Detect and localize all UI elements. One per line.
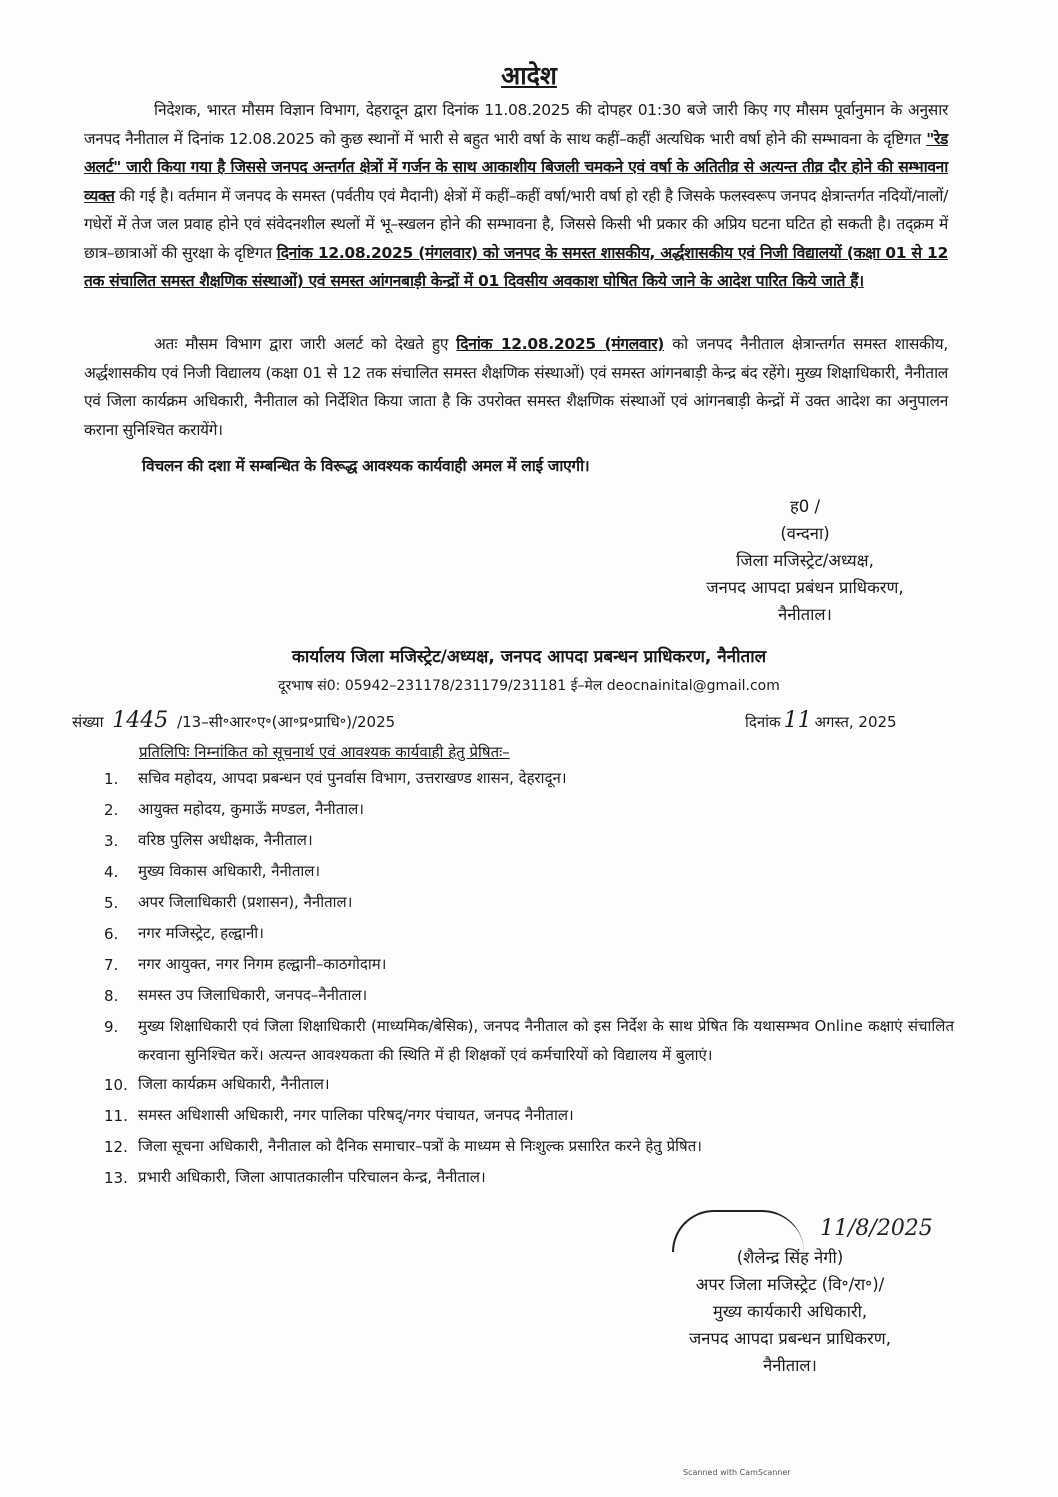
list-item: 8. समस्त उप जिलाधिकारी, जनपद–नैनीताल।: [104, 986, 368, 1005]
signature-block-adm: (शैलेन्द्र सिंह नेगी) अपर जिला मजिस्ट्रेट (वि॰/रा॰)/ मुख्य कार्यकारी अधिकारी, जनपद आपदा प्रबन्धन प्राधिकरण, नैनीताल।: [689, 1248, 891, 1375]
list-item: 11. समस्त अधिशासी अधिकारी, नगर पालिका परिषद्/नगर पंचायत, जनपद नैनीताल।: [104, 1106, 574, 1125]
list-item: 9. मुख्य शिक्षाधिकारी एवं जिला शिक्षाधिकारी (माध्यमिक/बेसिक), जनपद नैनीताल को इस निर्देश के साथ प्रेषित कि यथासम्भव Online कक्षाएं संचालित करवाना सुनिश्चित करें। अत्यन्त आवश्यकता की स्थिति में ही शिक्षकों एवं कर्मचारियों को विद्यालय में बुलाएं।: [104, 1017, 954, 1064]
list-item: 2. आयुक्त महोदय, कुमाऊँ मण्डल, नैनीताल।: [104, 800, 364, 819]
reference-number: संख्या 1445 /13–सी॰आर॰ए॰(आ॰प्र॰प्राधि॰)/2025: [72, 708, 396, 733]
list-item: 12. जिला सूचना अधिकारी, नैनीताल को दैनिक समाचार–पत्रों के माध्यम से निःशुल्क प्रसारित करने हेतु प्रेषित।: [104, 1137, 702, 1156]
order-paragraph-2: अतः मौसम विभाग द्वारा जारी अलर्ट को देखते हुए दिनांक 12.08.2025 (मंगलवार) को जनपद नैनीताल क्षेत्रान्तर्गत समस्त शासकीय, अर्द्धशासकीय एवं निजी विद्यालय (कक्षा 01 से 12 तक संचालित समस्त शैक्षणिक संस्थाओं) एवं समस्त आंगनबाड़ी केन्द्र बंद रहेंगे। मुख्य शिक्षाधिकारी, नैनीताल एवं जिला कार्यक्रम अधिकारी, नैनीताल को निर्देशित किया जाता है कि उपरोक्त समस्त शैक्षणिक संस्थाओं एवं आंगनबाड़ी केन्द्रों में उक्त आदेश का अनुपालन कराना सुनिश्चित करायेंगे।: [84, 335, 948, 439]
order-paragraph-3: विचलन की दशा में सम्बन्धित के विरूद्ध आवश्यक कार्यवाही अमल में लाई जाएगी।: [142, 457, 590, 475]
office-contact: दूरभाष सं0: 05942–231178/231179/231181 ई–मेल deocnainital@gmail.com: [278, 678, 780, 694]
closure-date: दिनांक 12.08.2025 (मंगलवार): [456, 335, 665, 353]
list-item: 3. वरिष्ठ पुलिस अधीक्षक, नैनीताल।: [104, 831, 313, 850]
office-heading: कार्यालय जिला मजिस्ट्रेट/अध्यक्ष, जनपद आपदा प्रबन्धन प्राधिकरण, नैनीताल: [291, 647, 767, 667]
document-title: आदेश: [501, 61, 557, 90]
list-item: 10. जिला कार्यक्रम अधिकारी, नैनीताल।: [104, 1075, 330, 1094]
signature-block-dm: ह0 / (वन्दना) जिला मजिस्ट्रेट/अध्यक्ष, जनपद आपदा प्रबंधन प्राधिकरण, नैनीताल।: [706, 497, 904, 624]
list-item: 7. नगर आयुक्त, नगर निगम हल्द्वानी–काठगोदाम।: [104, 955, 387, 974]
list-item: 13. प्रभारी अधिकारी, जिला आपातकालीन परिचालन केन्द्र, नैनीताल।: [104, 1168, 486, 1187]
scanner-watermark: Scanned with CamScanner: [683, 1468, 791, 1477]
list-item: 5. अपर जिलाधिकारी (प्रशासन), नैनीताल।: [104, 893, 353, 912]
reference-date: दिनांक 11 अगस्त, 2025: [745, 708, 897, 733]
list-item: 4. मुख्य विकास अधिकारी, नैनीताल।: [104, 862, 321, 881]
list-item: 6. नगर मजिस्ट्रेट, हल्द्वानी।: [104, 924, 264, 943]
red-alert-statement: "रेड अलर्ट" जारी किया गया है जिससे जनपद अन्तर्गत क्षेत्रों में गर्जन के साथ आकाशीय बिजली चमकने एवं वर्षा के अतितीव्र से अत्यन्त तीव्र दौर होने की सम्भावना व्यक्त: [84, 129, 948, 205]
list-item: 1. सचिव महोदय, आपदा प्रबन्धन एवं पुनर्वास विभाग, उत्तराखण्ड शासन, देहरादून।: [104, 769, 567, 788]
handwritten-date: 11/8/2025: [820, 1216, 933, 1241]
holiday-order-statement: दिनांक 12.08.2025 (मंगलवार) को जनपद के समस्त शासकीय, अर्द्धशासकीय एवं निजी विद्यालयों (कक्षा 01 से 12 तक संचालित समस्त शैक्षणिक संस्थाओं) एवं समस्त आंगनबाड़ी केन्द्रों में 01 दिवसीय अवकाश घोषित किये जाने के आदेश पारित किये जाते हैं।: [84, 243, 948, 290]
order-paragraph-1: निदेशक, भारत मौसम विज्ञान विभाग, देहरादून द्वारा दिनांक 11.08.2025 की दोपहर 01:30 बजे जारी किए गए मौसम पूर्वानुमान के अनुसार जनपद नैनीताल में दिनांक 12.08.2025 को कुछ स्थानों में भारी से बहुत भारी वर्षा के साथ कहीं–कहीं अत्यधिक भारी वर्षा होने की सम्भावना के दृष्टिगत "रेड अलर्ट" जारी किया गया है जिससे जनपद अन्तर्गत क्षेत्रों में गर्जन के साथ आकाशीय बिजली चमकने एवं वर्षा के अतितीव्र से अत्यन्त तीव्र दौर होने की सम्भावना व्यक्त की गई है। वर्तमान में जनपद के समस्त (पर्वतीय एवं मैदानी) क्षेत्रों में कहीं–कहीं वर्षा/भारी वर्षा हो रही है जिसके फलस्वरूप जनपद क्षेत्रान्तर्गत नदियों/नालों/गधेरों में तेज जल प्रवाह होने एवं संवेदनशील स्थलों में भू–स्खलन होने की सम्भावना है, जिससे किसी भी प्रकार की अप्रिय घटना घटित हो सकती है। तद्क्रम में छात्र–छात्राओं की सुरक्षा के दृष्टिगत दिनांक 12.08.2025 (मंगलवार) को जनपद के समस्त शासकीय, अर्द्धशासकीय एवं निजी विद्यालयों (कक्षा 01 से 12 तक संचालित समस्त शैक्षणिक संस्थाओं) एवं समस्त आंगनबाड़ी केन्द्रों में 01 दिवसीय अवकाश घोषित किये जाने के आदेश पारित किये जाते हैं।: [84, 101, 948, 290]
copy-recipient-list: [104, 764, 954, 1194]
copy-heading: प्रतिलिपिः निम्नांकित को सूचनार्थ एवं आवश्यक कार्यवाही हेतु प्रेषितः–: [139, 743, 510, 761]
